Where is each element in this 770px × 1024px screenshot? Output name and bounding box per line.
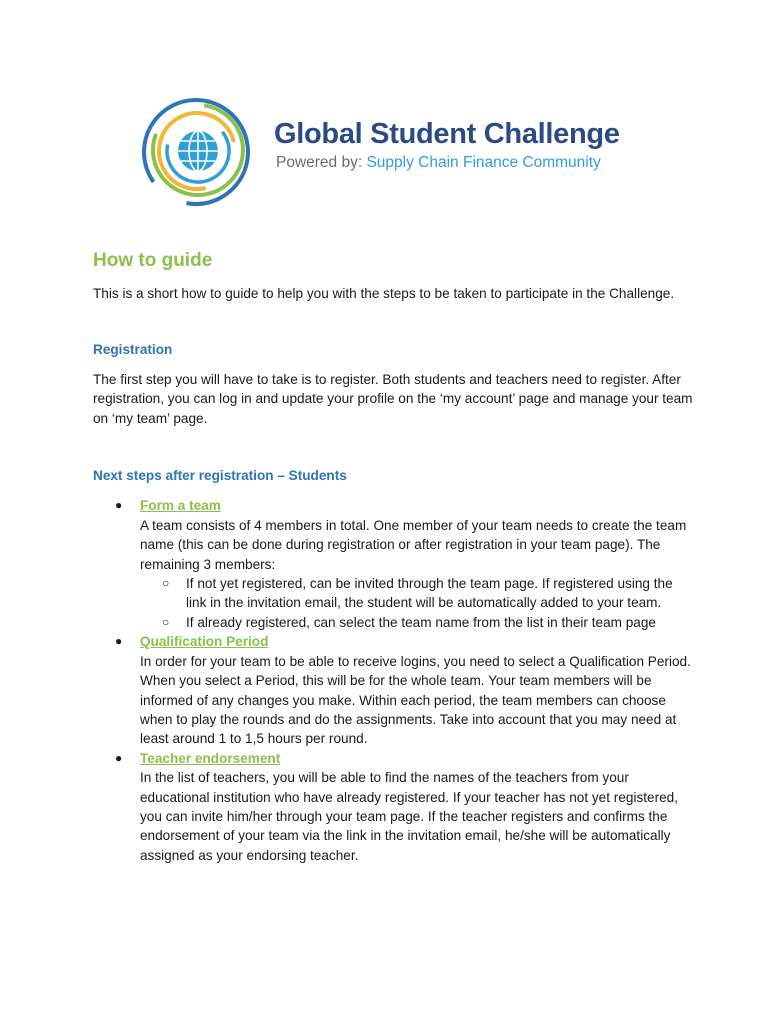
- registration-heading: Registration: [93, 342, 173, 358]
- teacher-endorsement-link[interactable]: Teacher endorsement: [140, 750, 281, 766]
- sub-list-item: [140, 574, 693, 613]
- logo-subtitle-prefix: Powered by:: [276, 154, 367, 171]
- list-item-text: A team consists of 4 members in total. One member of your team needs to create the team name (this can be done during registration or after registration in your team page). The remaining 3 members:: [140, 517, 687, 572]
- form-a-team-link[interactable]: Form a team: [140, 498, 221, 514]
- registration-paragraph: The first step you will have to take is to register. Both students and teachers need to register. After registration, you can log in and update your profile on the ‘my account’ page and manage your team on ‘my team’ page.: [93, 371, 693, 426]
- list-item: [93, 749, 693, 865]
- circle-bullet-icon: ○: [162, 576, 170, 591]
- next-steps-heading: Next steps after registration – Students: [93, 468, 347, 484]
- list-item: [93, 496, 693, 632]
- list-item-text: In the list of teachers, you will be able to find the names of the teachers from your educational institution who have already registered. If your teacher has not yet registered, you can invite him/her through your team page. If the teacher registers and confirms the endorsement of your team via the link in the invitation email, he/she will be automatically assigned as your endorsing teacher.: [140, 770, 679, 863]
- logo-subtitle: [276, 154, 601, 172]
- sub-list-item-text: If not yet registered, can be invited through the team page. If registered using the link in the invitation email, the student will be automatically added to your team.: [186, 576, 673, 611]
- logo-title: Global Student Challenge: [274, 118, 620, 150]
- bullet-icon: ●: [115, 750, 123, 765]
- logo-subtitle-brand: Supply Chain Finance Community: [366, 154, 601, 171]
- intro-paragraph: This is a short how to guide to help you with the steps to be taken to participate in the Challenge.: [93, 286, 675, 301]
- page-title: How to guide: [93, 250, 213, 271]
- sub-list-item: [140, 613, 693, 632]
- sub-list-item-text: If already registered, can select the team name from the list in their team page: [186, 614, 656, 630]
- list-item: [93, 632, 693, 748]
- next-steps-list: [93, 496, 693, 865]
- list-item-text: In order for your team to be able to receive logins, you need to select a Qualification Period. When you select a Period, this will be for the whole team. Your team members will be informed of any changes you make. Within each period, the team members can choose when to play the rounds and do the assignments. Take into account that you may need at least around 1 to 1,5 hours per round.: [140, 653, 691, 747]
- logo: [140, 96, 660, 216]
- bullet-icon: ●: [115, 634, 123, 649]
- globe-logo-icon: [140, 96, 260, 216]
- sub-list: [140, 574, 693, 632]
- bullet-icon: ●: [115, 498, 123, 513]
- qualification-period-link[interactable]: Qualification Period: [140, 634, 269, 650]
- document-body: [93, 250, 693, 865]
- circle-bullet-icon: ○: [162, 614, 170, 629]
